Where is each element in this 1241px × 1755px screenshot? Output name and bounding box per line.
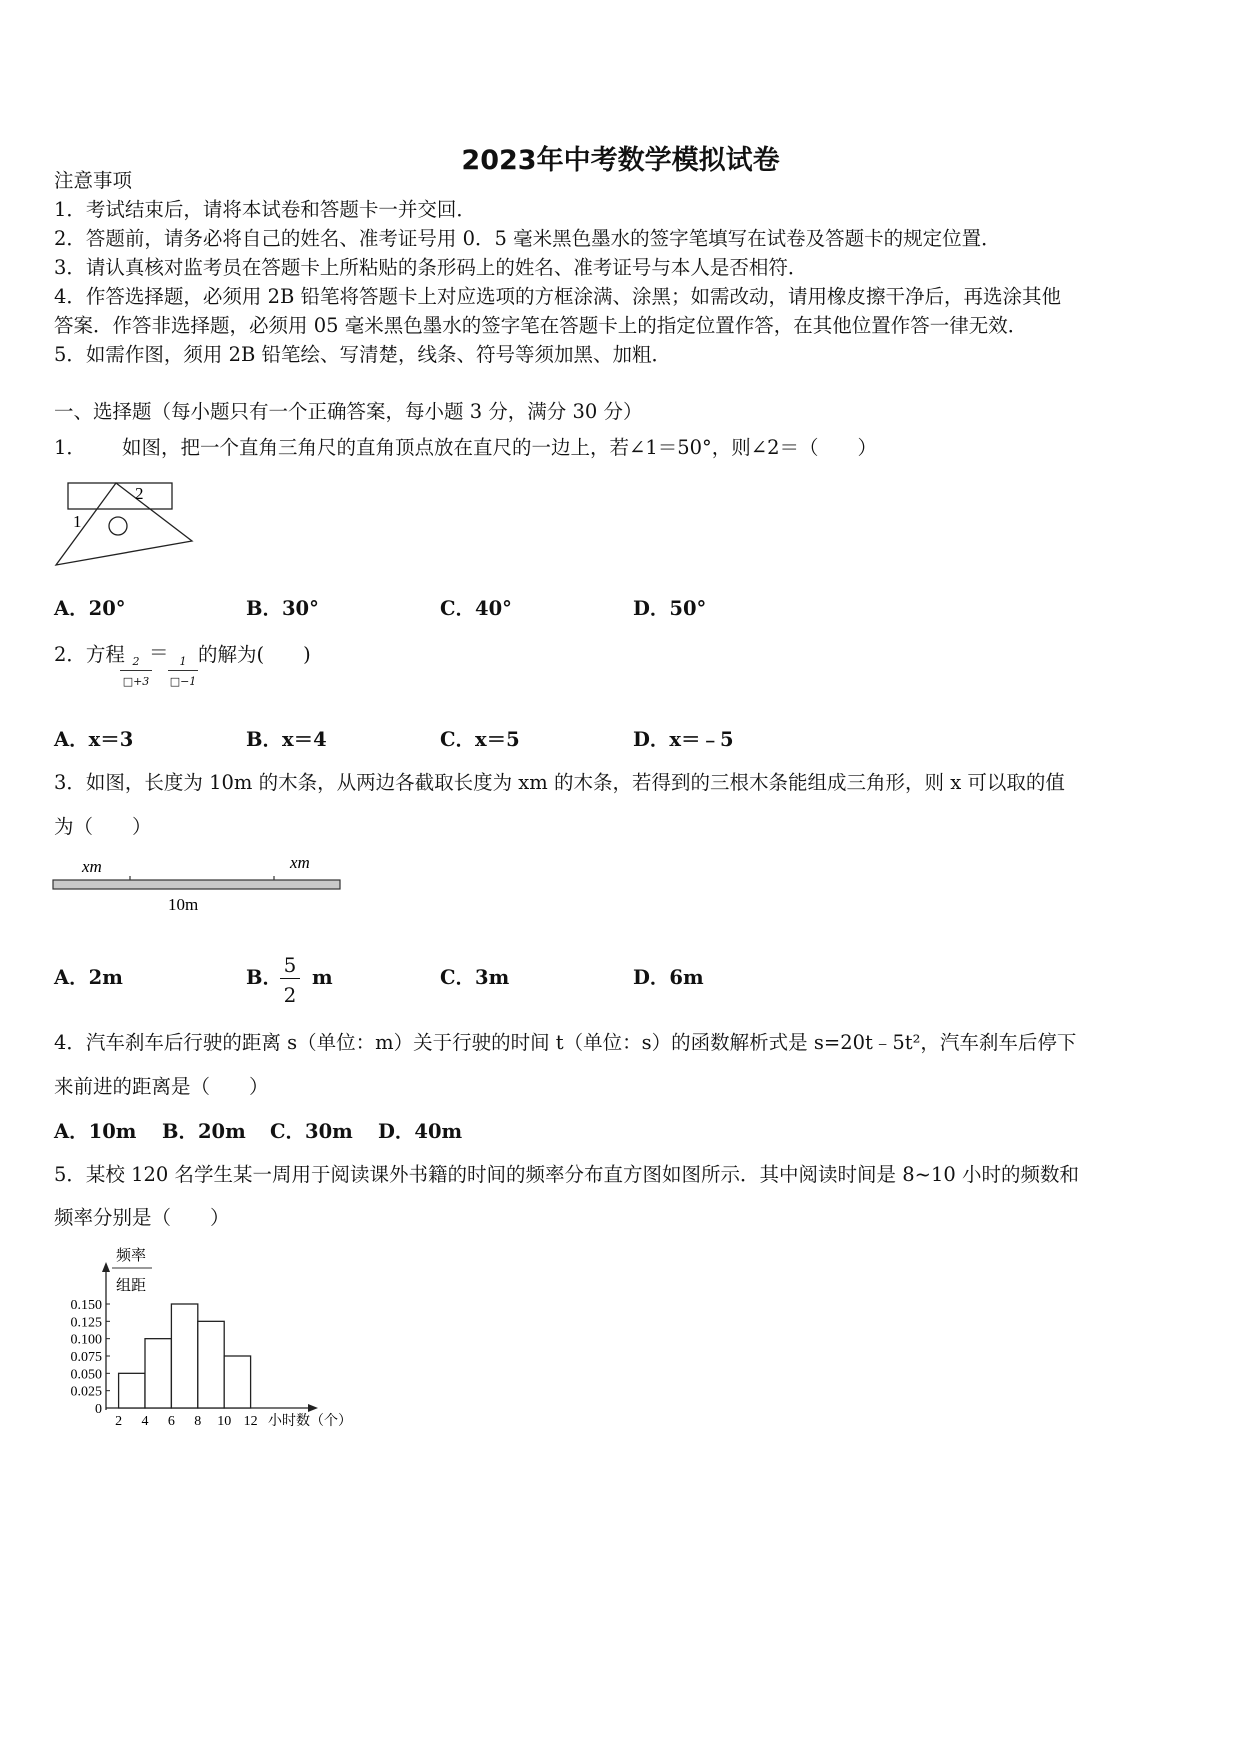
q3-option-a: A．2m xyxy=(54,966,123,989)
histogram-bar xyxy=(224,1356,250,1408)
y-tick-label: 0.075 xyxy=(70,1350,102,1365)
section-heading: 一、选择题（每小题只有一个正确答案，每小题 3 分，满分 30 分） xyxy=(54,400,643,423)
q3-left-label: xm xyxy=(82,857,102,876)
x-tick-label: 12 xyxy=(243,1414,258,1429)
chart-xlabel: 小时数（个） xyxy=(268,1414,352,1429)
chart-ylabel-bottom: 组距 xyxy=(116,1278,147,1294)
q1-angle1-label: 1 xyxy=(73,512,82,531)
q2-frac1-den: □+3 xyxy=(122,675,150,688)
notice-item: 答案．作答非选择题，必须用 05 毫米黑色墨水的签字笔在答题卡上的指定位置作答，在其他位置作答一律无效． xyxy=(54,314,1028,337)
q4-text-line2: 来前进的距离是（ ） xyxy=(54,1075,269,1098)
q3-option-b-unit: m xyxy=(312,966,333,989)
q2-frac1-line xyxy=(120,670,152,671)
q4-text-line1: 4．汽车刹车后行驶的距离 s（单位：m）关于行驶的时间 t（单位：s）的函数解析式是 s=20t﹣5t²，汽车刹车后停下 xyxy=(54,1031,1077,1054)
q3-option-b-fraction-line xyxy=(280,978,300,979)
x-tick-label: 2 xyxy=(115,1414,123,1429)
notice-item: 4．作答选择题，必须用 2B 铅笔将答题卡上对应选项的方框涂满、涂黑；如需改动，请用橡皮擦干净后，再选涂其他 xyxy=(54,285,1062,308)
chart-y-arrow xyxy=(102,1262,110,1272)
histogram-bar xyxy=(145,1339,171,1408)
y-tick-label: 0 xyxy=(95,1402,102,1417)
notice-item: 1．考试结束后，请将本试卷和答题卡一并交回． xyxy=(54,198,476,221)
y-tick-label: 0.150 xyxy=(70,1298,102,1313)
q2-option-d: D．x＝﹣5 xyxy=(633,728,734,751)
histogram-bar xyxy=(119,1373,145,1408)
q4-option-d: D．40m xyxy=(378,1120,463,1143)
q3-option-b-prefix: B． xyxy=(246,966,282,989)
notice-heading: 注意事项 xyxy=(54,169,133,192)
page-title: 2023年中考数学模拟试卷 xyxy=(461,145,780,176)
q1-angle2-label: 2 xyxy=(135,484,144,503)
q2-prefix: 2．方程 xyxy=(54,643,125,666)
q2-option-c: C．x＝5 xyxy=(440,728,520,751)
q2-frac2-den: □−1 xyxy=(169,675,197,688)
q2-frac2-num: 1 xyxy=(179,655,187,668)
q5-text-line2: 频率分别是（ ） xyxy=(54,1206,230,1229)
q3-option-b-den: 2 xyxy=(283,983,297,1007)
q2-option-a: A．x＝3 xyxy=(54,728,134,751)
y-tick-label: 0.050 xyxy=(70,1367,102,1383)
histogram-bar xyxy=(198,1321,224,1408)
q1-option-c: C．40° xyxy=(440,597,512,620)
q3-right-label: xm xyxy=(290,853,310,872)
y-tick-label: 0.025 xyxy=(70,1384,102,1400)
q3-option-b-num: 5 xyxy=(283,953,297,977)
q3-option-c: C．3m xyxy=(440,966,510,989)
q2-frac2-line xyxy=(168,670,198,671)
notice-item: 5．如需作图，须用 2B 铅笔绘、写清楚，线条、符号等须加黑、加粗． xyxy=(54,343,672,366)
q2-option-b: B．x＝4 xyxy=(246,728,327,751)
x-tick-label: 6 xyxy=(167,1414,175,1429)
q1-option-a: A．20° xyxy=(54,597,126,620)
y-tick-label: 0.100 xyxy=(70,1332,102,1348)
chart-x-arrow xyxy=(308,1404,318,1412)
q2-frac1-num: 2 xyxy=(132,655,140,668)
q2-equals: ＝ xyxy=(149,641,169,664)
q4-option-b: B．20m xyxy=(162,1120,246,1143)
q1-text: 如图，把一个直角三角尺的直角顶点放在直尺的一边上，若∠1＝50°，则∠2＝（ ） xyxy=(122,436,878,459)
x-tick-label: 4 xyxy=(141,1414,149,1429)
y-tick-label: 0.125 xyxy=(70,1315,102,1331)
x-tick-label: 8 xyxy=(194,1414,202,1429)
q1-option-d: D．50° xyxy=(633,597,707,620)
x-tick-label: 10 xyxy=(217,1414,232,1429)
q2-suffix: 的解为( ) xyxy=(198,643,311,666)
q3-total-label: 10m xyxy=(168,895,199,914)
notice-item: 3．请认真核对监考员在答题卡上所粘贴的条形码上的姓名、准考证号与本人是否相符． xyxy=(54,256,808,279)
notice-item: 2．答题前，请务必将自己的姓名、准考证号用 0．5 毫米黑色墨水的签字笔填写在试卷及答题卡的规定位置． xyxy=(54,227,1001,250)
q5-text-line1: 5．某校 120 名学生某一周用于阅读课外书籍的时间的频率分布直方图如图所示．其中阅读时间是 8~10 小时的频数和 xyxy=(54,1163,1079,1186)
q1-figure xyxy=(50,475,200,575)
q3-figure xyxy=(50,848,345,918)
q3-text-line1: 3．如图，长度为 10m 的木条，从两边各截取长度为 xm 的木条，若得到的三根木条能组成三角形，则 x 可以取的值 xyxy=(54,771,1065,794)
q3-text-line2: 为（ ） xyxy=(54,815,152,838)
q4-option-a: A．10m xyxy=(54,1120,137,1143)
q4-option-c: C．30m xyxy=(270,1120,353,1143)
q1-number: 1． xyxy=(54,436,86,459)
q1-option-b: B．30° xyxy=(246,597,319,620)
histogram-bar xyxy=(171,1304,197,1408)
q3-option-d: D．6m xyxy=(633,966,704,989)
chart-ylabel-top: 频率 xyxy=(116,1248,147,1264)
histogram-chart xyxy=(60,1240,370,1440)
